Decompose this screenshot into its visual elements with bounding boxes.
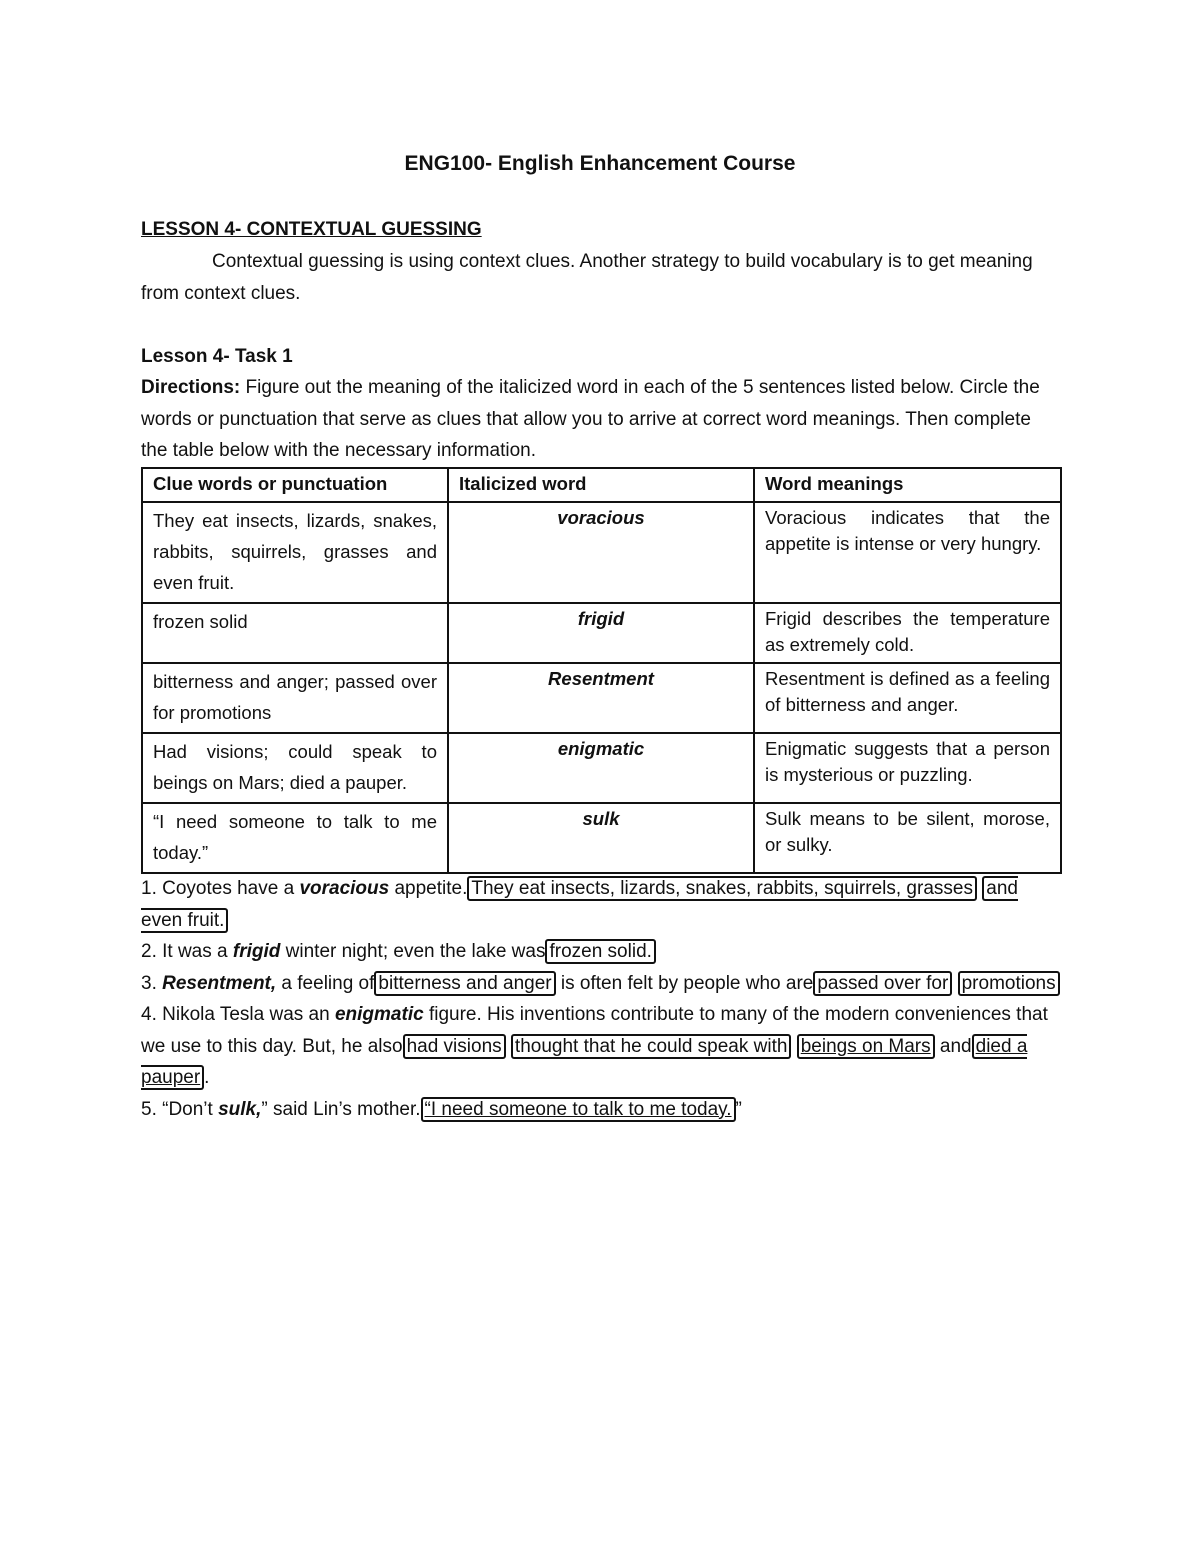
cell-word: enigmatic: [448, 733, 754, 803]
cell-word: voracious: [448, 502, 754, 603]
task-heading: Lesson 4- Task 1: [141, 346, 293, 367]
cell-clue: “I need someone to talk to me today.”: [142, 803, 448, 873]
header-word: Italicized word: [448, 468, 754, 502]
sentences-section: [141, 873, 1061, 1125]
sentence-3: 3. Resentment, a feeling of bitterness and anger is often felt by people who are passed over for promotions: [141, 968, 1061, 1000]
clue-circle: bitterness and anger: [374, 971, 555, 996]
clue-circle: frozen solid.: [545, 939, 655, 964]
intro-text: Contextual guessing is using context clues. Another strategy to build vocabulary is to get meaning from context clues.: [141, 251, 1033, 304]
clue-circle: and even fruit.: [141, 878, 1018, 931]
clue-circle: had visions: [403, 1034, 506, 1059]
table-row: [142, 803, 1061, 873]
italicized-word: frigid: [232, 941, 281, 962]
cell-meaning: Enigmatic suggests that a person is mysterious or puzzling.: [754, 733, 1061, 803]
table-header-row: [142, 468, 1061, 502]
directions-label: Directions:: [141, 377, 241, 398]
lesson-heading: LESSON 4- CONTEXTUAL GUESSING: [141, 219, 482, 240]
cell-clue: They eat insects, lizards, snakes, rabbits, squirrels, grasses and even fruit.: [142, 502, 448, 603]
table-row: [142, 603, 1061, 663]
cell-meaning: Frigid describes the temperature as extremely cold.: [754, 603, 1061, 663]
clue-table: [141, 467, 1062, 874]
cell-meaning: Voracious indicates that the appetite is intense or very hungry.: [754, 502, 1061, 603]
italicized-word: voracious: [299, 878, 390, 899]
clue-circle: They eat insects, lizards, snakes, rabbits, squirrels, grasses: [467, 876, 977, 901]
sentence-1: 1. Coyotes have a voracious appetite. They eat insects, lizards, snakes, rabbits, squirrels, grasses and even fruit.: [141, 878, 1018, 931]
document-title: ENG100- English Enhancement Course: [404, 152, 796, 175]
header-meaning: Word meanings: [754, 468, 1061, 502]
clue-circle: passed over for: [813, 971, 952, 996]
clue-circle: thought that he could speak with: [511, 1034, 792, 1059]
cell-meaning: Resentment is defined as a feeling of bitterness and anger.: [754, 663, 1061, 733]
cell-meaning: Sulk means to be silent, morose, or sulky.: [754, 803, 1061, 873]
italicized-word: Resentment,: [162, 972, 277, 994]
cell-clue: Had visions; could speak to beings on Mars; died a pauper.: [142, 733, 448, 803]
clue-circle: died a pauper: [141, 1035, 1028, 1088]
sentence-2: 2. It was a frigid winter night; even the lake was frozen solid.: [141, 936, 1061, 968]
cell-word: frigid: [448, 603, 754, 663]
table-row: [142, 502, 1061, 603]
cell-clue: frozen solid: [142, 603, 448, 663]
sentence-4: 4. Nikola Tesla was an enigmatic figure. His inventions contribute to many of the modern conveniences that we use to this day. But, he also had visions thought that he could speak with beings on Mars and died a pauper .: [141, 1004, 1048, 1088]
clue-circle: beings on Mars: [797, 1034, 935, 1059]
directions-paragraph: [141, 372, 1061, 467]
clue-circle: “I need someone to talk to me today.: [421, 1097, 736, 1122]
intro-paragraph: [141, 246, 1061, 309]
cell-word: Resentment: [448, 663, 754, 733]
cell-word: sulk: [448, 803, 754, 873]
clue-circle: promotions: [958, 971, 1060, 996]
cell-clue: bitterness and anger; passed over for promotions: [142, 663, 448, 733]
italicized-word: enigmatic: [334, 1004, 424, 1025]
table-row: [142, 733, 1061, 803]
header-clue: Clue words or punctuation: [142, 468, 448, 502]
sentence-5: 5. “Don’t sulk,” said Lin’s mother. “I need someone to talk to me today. ”: [141, 1098, 742, 1120]
italicized-word: sulk,: [218, 1098, 262, 1120]
table-row: [142, 663, 1061, 733]
directions-text: Figure out the meaning of the italicized word in each of the 5 sentences listed below. Circle the words or punctuation that serve as clues that allow you to arrive at correct word meanings. Then complete the table below with the necessary information.: [141, 377, 1040, 461]
